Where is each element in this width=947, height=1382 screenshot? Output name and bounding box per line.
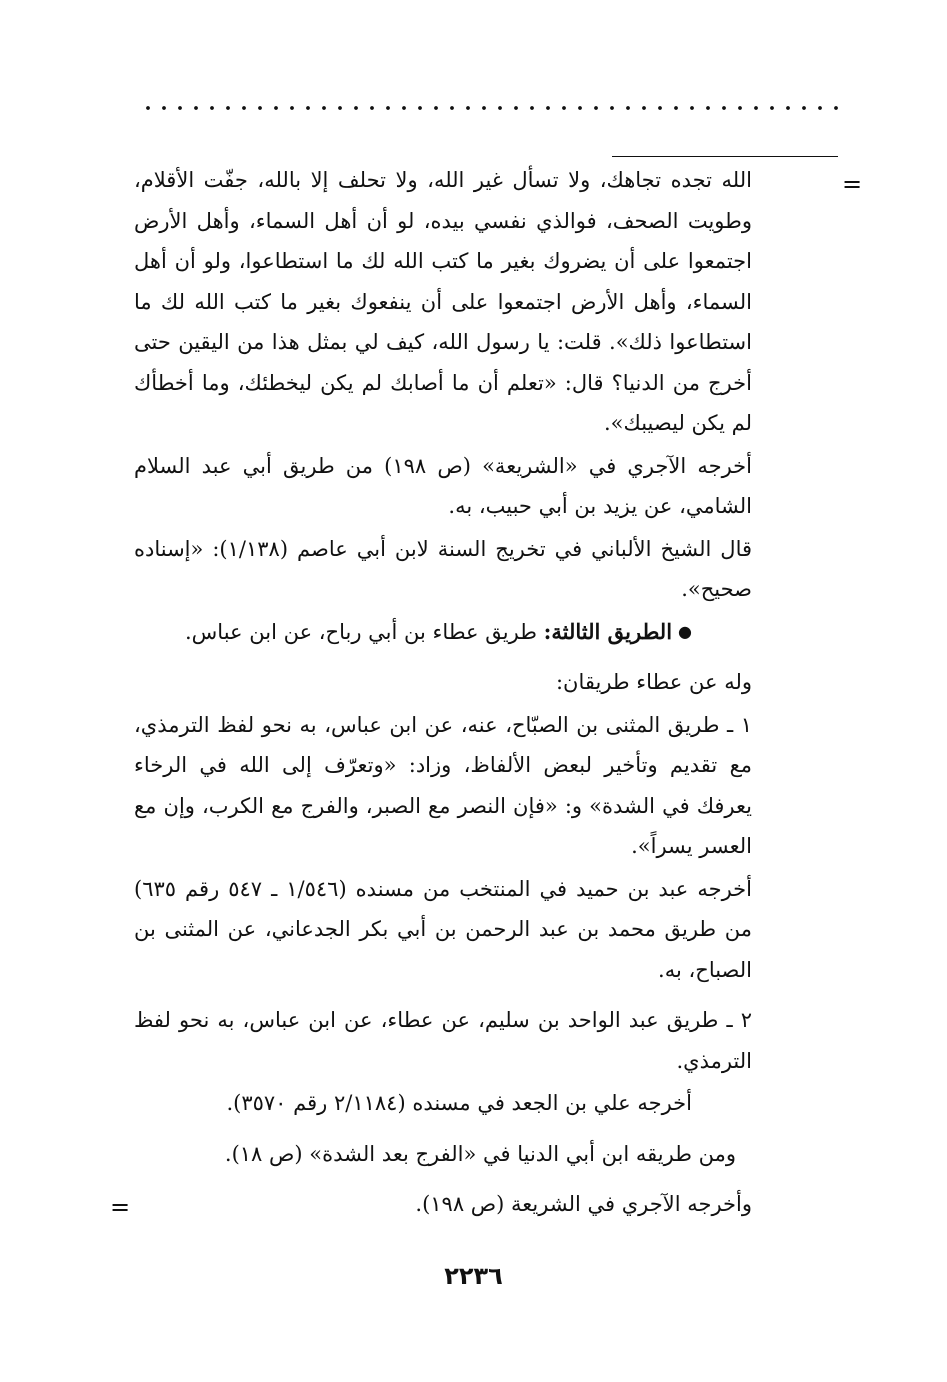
paragraph-abd-citation: أخرجه عبد بن حميد في المنتخب من مسنده (١/٥٤٦ ـ ٥٤٧ رقم ٦٣٥) من طريق محمد بن عبد الرحمن بن أبي بكر الجدعاني، عن المثنى بن الصباح، به. [134,876,752,982]
paragraph-albani-grading: قال الشيخ الألباني في تخريج السنة لابن أبي عاصم (١/١٣٨): «إسناده صحيح». [134,536,753,601]
paragraph-ajurri-final: وأخرجه الآجري في الشريعة (ص ١٩٨). [415,1192,752,1216]
third-route-heading: الطريق الثالثة: [543,618,673,644]
paragraph-route-one: ١ ـ طريق المثنى بن الصبّاح، عنه، عن ابن عباس، به نحو لفظ الترمذي، مع تقديم وتأخير لبعض الألفاظ، وزاد: «وتعرّف إلى الله في الرخاء يعرفك في الشدة» و: «فإن النصر مع الصبر، والفرج مع الكرب، وإن مع العسر يسراً». [134,712,752,858]
third-route-text: طريق عطاء بن أبي رباح، عن ابن عباس. [185,619,544,644]
footnote-rule [612,156,838,157]
paragraph-ibn-jad-citation: أخرجه علي بن الجعد في مسنده (٢/١١٨٤ رقم ٣٥٧٠). [226,1091,692,1115]
paragraph-ibn-abi-dunya-citation: ومن طريقه ابن أبي الدنيا في «الفرج بعد الشدة» (ص ١٨). [224,1141,736,1166]
dotted-separator [140,102,840,114]
paragraph-ajurri-citation: أخرجه الآجري في «الشريعة» (ص ١٩٨) من طريق أبي عبد السلام الشامي، عن يزيد بن أبي حبيب، به. [134,453,752,518]
page-number: ٢٢٣٦ [444,1262,503,1290]
bullet-icon: ● [678,621,692,641]
paragraph-route-two: ٢ ـ طريق عبد الواحد بن سليم، عن عطاء، عن ابن عباس، به نحو لفظ الترمذي. [134,1008,752,1073]
paragraph-hadith-text: الله تجده تجاهك، ولا تسأل غير الله، ولا تحلف إلا بالله، جفّت الأقلام، وطويت الصحف، فوالذي نفسي بيده، لو أن أهل السماء، وأهل الأرض اجتمعوا على أن يضروك بغير ما كتب الله لك ما استطاعوا، ولو أن أهل السماء، وأهل الأرض اجتمعوا على أن ينفعوك بغير ما كتب الله لك ما استطاعوا ذلك». قلت: يا رسول الله، كيف لي بمثل هذا من اليقين حتى أخرج من الدنيا؟ قال: «تعلم أن ما أصابك لم يكن ليخطئك، وما أخطأك لم يكن ليصيبك». [134,168,752,435]
continuation-mark-bottom: = [110,1193,131,1221]
page-body [134,160,752,1225]
paragraph-two-routes: وله عن عطاء طريقان: [555,670,752,694]
continuation-mark-top: = [842,170,863,198]
paragraph-third-route [134,612,752,653]
